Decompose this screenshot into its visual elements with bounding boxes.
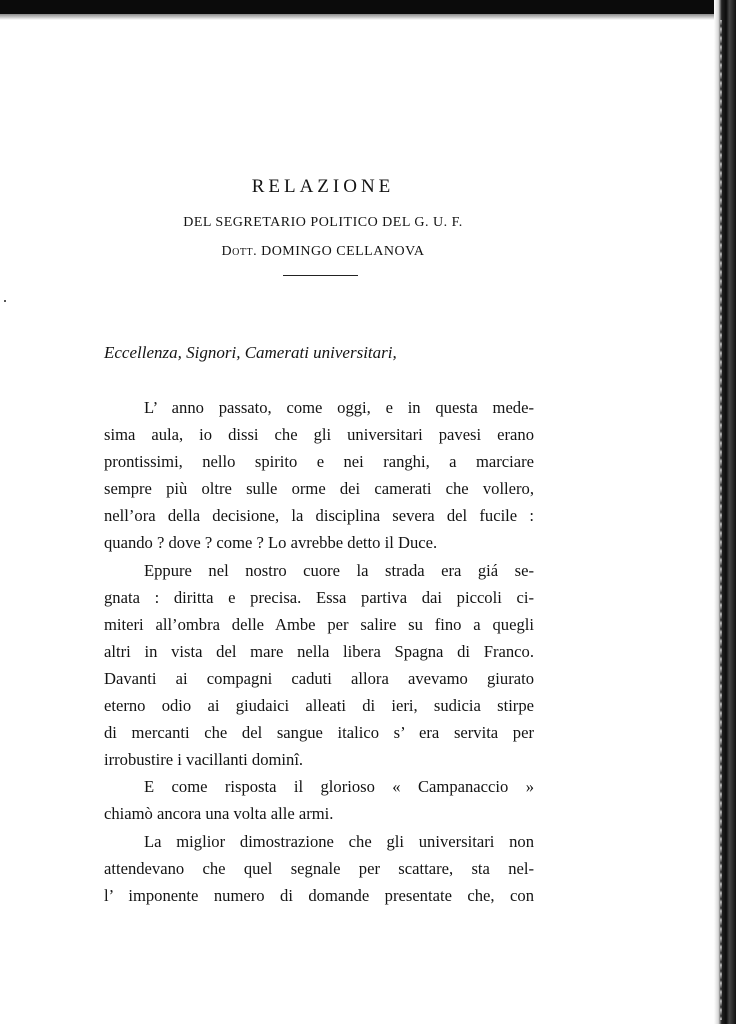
text-line: irrobustire i vacillanti dominî. <box>104 750 304 770</box>
text-line: altri in vista del mare nella libera Spagna di Franco. <box>104 641 534 661</box>
author-title: Dott. <box>221 244 258 259</box>
text-line: Eppure nel nostro cuore la strada era giá se- <box>144 560 534 580</box>
text-line: sempre più oltre sulle orme dei camerati che vollero, <box>104 479 534 499</box>
text-line: L’ anno passato, come oggi, e in questa mede- <box>144 398 534 417</box>
author-line <box>0 244 646 260</box>
body-text <box>104 394 534 909</box>
text-line: quando ? dove ? come ? Lo avrebbe detto il Duce. <box>104 533 438 553</box>
scan-top-shadow <box>0 14 736 20</box>
scan-right-edge-texture <box>720 20 722 1020</box>
text-line: l’ imponente numero di domande presentate che, con <box>104 885 534 905</box>
paragraph <box>104 773 534 827</box>
paragraph <box>104 828 534 909</box>
text-line: La miglior dimostrazione che gli universitari non <box>144 831 534 851</box>
text-line: sima aula, io dissi che gli universitari pavesi erano <box>104 425 534 445</box>
text-line: gnata : diritta e precisa. Essa partiva dai piccoli ci- <box>104 587 534 607</box>
scan-speck <box>4 300 6 302</box>
text-line: nell’ora della decisione, la disciplina severa del fucile : <box>104 506 534 526</box>
text-line: miteri all’ombra delle Ambe per salire su fino a quegli <box>104 614 534 634</box>
text-line: di mercanti che del sangue italico s’ era servita per <box>104 723 534 743</box>
text-line: Davanti ai compagni caduti allora avevamo giurato <box>104 668 534 688</box>
scan-top-border <box>0 0 736 14</box>
text-line: eterno odio ai giudaici alleati di ieri, sudicia stirpe <box>104 696 534 716</box>
salutation: Eccellenza, Signori, Camerati universitari, <box>104 343 397 362</box>
page-title: RELAZIONE <box>251 176 395 197</box>
text-line: chiamò ancora una volta alle armi. <box>104 804 334 824</box>
scan-right-edge <box>714 0 736 1024</box>
text-line: E come risposta il glorioso « Campanaccio » <box>144 777 534 797</box>
page-subtitle: DEL SEGRETARIO POLITICO DEL G. U. F. <box>183 215 463 230</box>
paragraph <box>104 394 534 557</box>
author-name: DOMINGO CELLANOVA <box>261 244 425 259</box>
paragraph <box>104 557 534 774</box>
text-line: prontissimi, nello spirito e nei ranghi, a marciare <box>104 452 534 472</box>
text-line: attendevano che quel segnale per scattare, sta nel- <box>104 858 534 878</box>
title-divider <box>283 275 358 276</box>
